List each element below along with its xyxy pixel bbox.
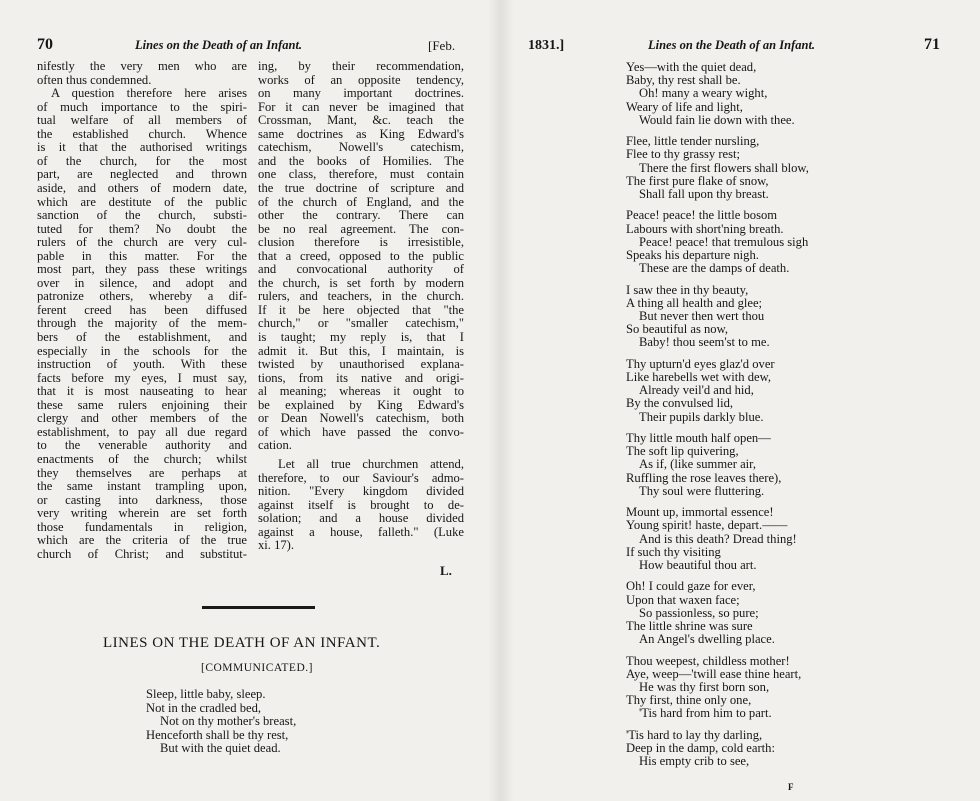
text-line: Let all true churchmen attend,	[278, 456, 464, 471]
text-line: nition. "Every kingdom divided	[258, 484, 464, 499]
text-line: al meaning; whereas it ought to	[258, 384, 464, 399]
poem-line: Baby! thou seem'st to me.	[639, 335, 770, 350]
text-line: the true doctrine of scripture and	[258, 180, 464, 195]
text-line: catechism, Nowell's catechism,	[258, 140, 464, 155]
text-line: most part, they pass these writings	[37, 262, 247, 277]
text-line: therefore, to our Saviour's admo-	[258, 470, 464, 485]
poem-line: If such thy visiting	[626, 544, 721, 559]
text-line: admit it. But this, I maintain, is	[258, 343, 464, 358]
text-line: instruction of youth. With these	[37, 357, 247, 372]
poem-line: A thing all health and glee;	[626, 295, 763, 310]
poem-line: Oh! many a weary wight,	[639, 86, 768, 101]
text-line: aside, and others of modern date,	[37, 180, 247, 195]
text-line: the same instant trampling upon,	[37, 479, 247, 494]
text-line: very writing wherein are set forth	[37, 506, 247, 521]
text-line: xi. 17).	[258, 538, 295, 553]
text-line: those fundamentals in religion,	[37, 519, 247, 534]
poem-line: Thy little mouth half open—	[626, 431, 771, 445]
text-line: of which have passed the convo-	[258, 424, 464, 439]
text-line: clusion therefore is irresistible,	[258, 235, 464, 250]
poem-line: Ruffling the rose leaves there),	[626, 470, 782, 485]
running-head-date-right: 1831.]	[528, 38, 565, 53]
running-head-date-left: [Feb.	[428, 38, 456, 53]
section-divider	[202, 606, 315, 609]
poem-line: The soft lip quivering,	[626, 444, 739, 459]
text-line: nifestly the very men who are	[37, 59, 247, 73]
text-line: rulers of the church are very cul-	[37, 235, 247, 250]
poem-line: But never then wert thou	[639, 309, 765, 323]
text-line: other the contrary. There can	[258, 208, 464, 223]
page-number-left: 70	[37, 36, 53, 53]
poem-line: He was thy first born son,	[639, 680, 770, 694]
poem-line: Their pupils darkly blue.	[639, 409, 764, 424]
poem-line: Peace! peace! the little bosom	[626, 208, 778, 223]
text-line: they themselves are perhaps at	[37, 465, 247, 480]
text-line: of the church of England, and the	[258, 194, 464, 209]
right-page	[500, 0, 980, 801]
poem-line: Not on thy mother's breast,	[160, 714, 297, 728]
text-line: of much importance to the spiri-	[37, 99, 247, 114]
text-line: that a creed, opposed to the public	[258, 248, 464, 263]
poem-title: LINES ON THE DEATH OF AN INFANT.	[103, 635, 381, 651]
poem-line: Weary of life and light,	[626, 99, 743, 114]
poem-line: Not in the cradled bed,	[146, 700, 262, 715]
poem-line: Labours with short'ning breath.	[626, 221, 784, 236]
page-number-right: 71	[924, 36, 940, 53]
poem-line: So beautiful as now,	[626, 322, 729, 337]
poem-line: These are the damps of death.	[639, 261, 790, 276]
text-line: tuted for them? No doubt the	[37, 221, 247, 236]
poem-line: Would fain lie down with thee.	[639, 112, 795, 127]
poem-line: 'Tis hard to lay thy darling,	[626, 727, 763, 742]
text-line: be explained by King Edward's	[258, 397, 464, 412]
text-line: works of an opposite tendency,	[258, 72, 464, 87]
running-head-left: Lines on the Death of an Infant.	[135, 38, 303, 52]
text-line: against itself is brought to de-	[258, 497, 464, 512]
poem-line: Yes—with the quiet dead,	[626, 60, 757, 74]
text-line: patronize others, whereby a dif-	[37, 289, 247, 304]
text-line: Crossman, Mant, &c. teach the	[258, 113, 464, 128]
text-line: the established church. Whence	[37, 126, 247, 141]
text-line: same doctrines as King Edward's	[258, 126, 464, 141]
poem-line: Thy upturn'd eyes glaz'd over	[626, 356, 775, 371]
poem-line: Sleep, little baby, sleep.	[146, 687, 266, 701]
text-line: or Dean Nowell's catechism, both	[258, 411, 464, 426]
poem-line: Baby, thy rest shall be.	[626, 73, 741, 88]
poem-line: Thy first, thine only one,	[626, 693, 752, 708]
text-line: is it that the authorised writings	[37, 140, 247, 155]
text-line: of the church, for the most	[37, 153, 247, 168]
poem-line: Thy soul were fluttering.	[639, 483, 765, 498]
text-line: tual welfare of all members of	[37, 113, 247, 128]
text-line: tions, from its native and origi-	[258, 370, 464, 385]
text-line: cation.	[258, 438, 292, 453]
poem-line: Speaks his departure nigh.	[626, 248, 759, 262]
poem-line: An Angel's dwelling place.	[639, 632, 775, 647]
text-line: which are destitute of the public	[37, 194, 247, 209]
text-line: part, are neglected and thrown	[37, 167, 247, 182]
text-line: through the majority of the mem-	[37, 316, 247, 331]
text-line: one class, therefore, must contain	[258, 167, 464, 182]
poem-line: But with the quiet dead.	[160, 741, 281, 755]
poem-line: Shall fall upon thy breast.	[639, 187, 769, 201]
poem-line: And is this death? Dread thing!	[639, 531, 797, 546]
text-line: clergy and other members of the	[37, 411, 247, 426]
catchword: F	[788, 782, 794, 792]
poem-line: By the convulsed lid,	[626, 396, 734, 411]
poem-line: Thou weepest, childless mother!	[626, 653, 790, 668]
text-line: and the books of Homilies. The	[258, 153, 464, 168]
text-line: twisted by unauthorised explana-	[258, 357, 464, 372]
text-line: sanction of the church, substi-	[37, 208, 247, 223]
poem-line: How beautiful thou art.	[639, 558, 757, 572]
text-line: over in silence, and adopt and	[37, 275, 247, 290]
poem-line: Henceforth shall be thy rest,	[146, 727, 289, 742]
poem-line: 'Tis hard from him to part.	[639, 706, 772, 721]
text-line: solation; and a house divided	[258, 511, 464, 526]
text-line: establishment, to pay all due regard	[37, 424, 247, 439]
text-line: A question therefore here arises	[51, 86, 247, 101]
poem-line: As if, (like summer air,	[639, 457, 757, 472]
poem-line: The little shrine was sure	[626, 619, 753, 633]
poem-line: I saw thee in thy beauty,	[626, 282, 749, 297]
poem-line: The first pure flake of snow,	[626, 173, 769, 188]
text-line: If it be here objected that "the	[258, 302, 464, 317]
poem-line: So passionless, so pure;	[639, 605, 759, 620]
text-line: which are the criteria of the true	[37, 533, 247, 548]
text-line: bers of the establishment, and	[37, 330, 247, 344]
text-line: ing, by their recommendation,	[258, 59, 464, 73]
poem-line: His empty crib to see,	[639, 754, 750, 769]
text-line: especially in the schools for the	[37, 343, 247, 358]
text-line: For it can never be imagined that	[258, 99, 464, 114]
poem-line: Aye, weep—'twill ease thine heart,	[626, 666, 802, 681]
poem-line: Young spirit! haste, depart.——	[626, 518, 788, 533]
text-line: pable in this matter. For the	[37, 248, 247, 263]
text-line: is taught; my reply is, that I	[258, 330, 464, 344]
text-line: church of Christ; and substitut-	[37, 546, 247, 561]
text-line: or casting into darkness, those	[37, 492, 247, 507]
poem-line: Like harebells wet with dew,	[626, 370, 772, 384]
text-line: be no real agreement. The con-	[258, 221, 464, 236]
poem-line: Deep in the damp, cold earth:	[626, 741, 775, 755]
text-line: ferent creed has been diffused	[37, 302, 247, 317]
poem-line: Already veil'd and hid,	[639, 383, 754, 398]
text-line: and convocational authority of	[258, 262, 464, 277]
poem-line: Oh! I could gaze for ever,	[626, 579, 756, 594]
signature: L.	[440, 563, 452, 578]
text-line: rulers, and teachers, in the church.	[258, 289, 464, 304]
text-line: that it is most nauseating to hear	[37, 384, 247, 399]
poem-line: Upon that waxen face;	[626, 592, 740, 607]
communicated-note: [COMMUNICATED.]	[201, 662, 313, 674]
text-line: against a house, falleth." (Luke	[258, 524, 464, 539]
poem-line: Peace! peace! that tremulous sigh	[639, 234, 809, 249]
poem-line: There the first flowers shall blow,	[639, 160, 809, 175]
poem-line: Mount up, immortal essence!	[626, 505, 774, 520]
text-line: enactments of the church; whilst	[37, 451, 247, 466]
text-line: the church, is set forth by modern	[258, 275, 464, 290]
running-head-right: Lines on the Death of an Infant.	[648, 38, 816, 52]
text-line: church," or "smaller catechism,"	[258, 316, 464, 331]
text-line: to the venerable authority and	[37, 438, 247, 453]
poem-line: Flee, little tender nursling,	[626, 134, 760, 149]
text-line: often thus condemned.	[37, 72, 152, 87]
text-line: on many important doctrines.	[258, 86, 464, 101]
text-line: these same rulers enjoining their	[37, 397, 247, 412]
poem-line: Flee to thy grassy rest;	[626, 147, 741, 162]
text-line: facts before my eyes, I must say,	[37, 370, 247, 385]
